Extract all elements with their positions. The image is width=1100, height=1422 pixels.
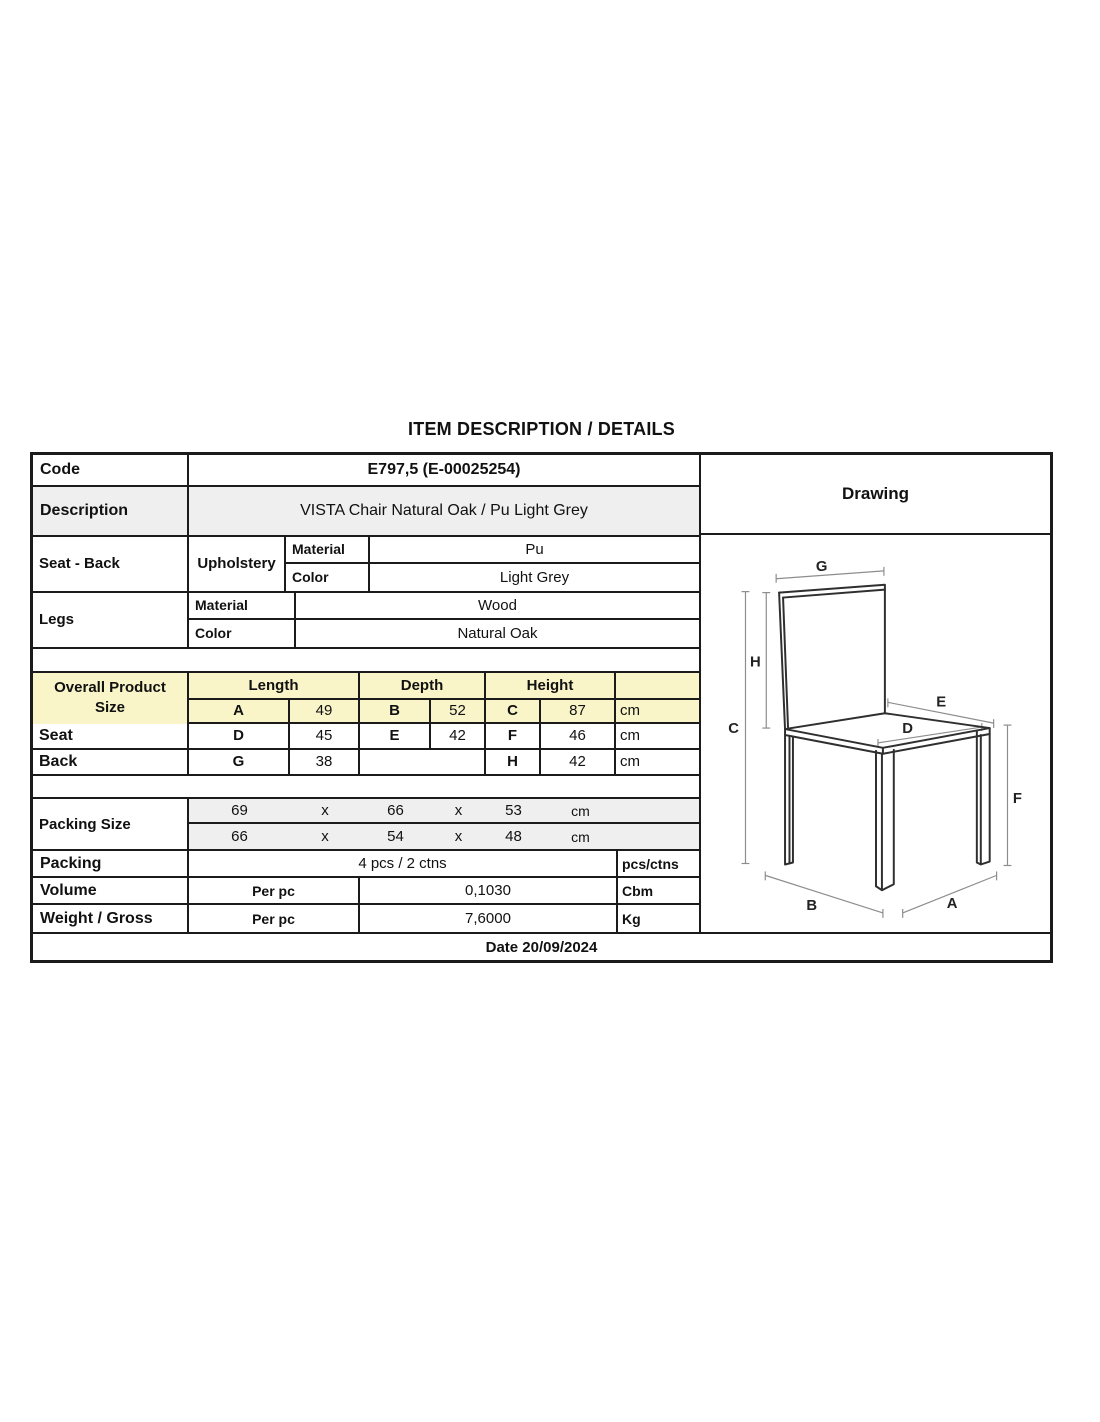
dim-value-E: 42 xyxy=(431,724,486,750)
packing-value: 4 pcs / 2 ctns xyxy=(189,851,618,876)
drawing-panel xyxy=(701,455,1050,932)
seat-back-material-value: Pu xyxy=(370,537,699,564)
pack1-v1: 69 xyxy=(231,802,248,820)
dim-letter-C: C xyxy=(486,700,541,724)
legs-section xyxy=(33,593,699,649)
overall-size-section xyxy=(33,673,699,777)
dim-letter-B: B xyxy=(360,700,431,724)
pack1-x2: x xyxy=(454,802,463,820)
length-header: Length xyxy=(189,673,360,700)
seat-back-color-label: Color xyxy=(286,564,370,591)
chair-outline xyxy=(779,585,990,890)
dim-label-G: G xyxy=(815,558,828,575)
back-row-empty-cell xyxy=(360,750,486,775)
overall-unit: cm xyxy=(616,700,699,724)
legs-material-value: Wood xyxy=(296,593,699,620)
pack2-v1: 66 xyxy=(231,828,248,846)
legs-color-label: Color xyxy=(189,620,296,647)
dim-letter-E: E xyxy=(360,724,431,750)
pack1-v3: 53 xyxy=(505,802,522,820)
chair-drawing-svg xyxy=(701,535,1050,932)
packing-size-row-1 xyxy=(189,799,699,824)
dim-label-F: F xyxy=(1012,791,1022,808)
volume-per-pc: Per pc xyxy=(189,878,360,903)
dim-value-F: 46 xyxy=(541,724,616,750)
packing-label: Packing xyxy=(33,851,189,876)
legs-material-label: Material xyxy=(189,593,296,620)
spacer xyxy=(33,776,699,799)
seat-unit: cm xyxy=(616,724,699,750)
legs-label: Legs xyxy=(33,593,189,647)
dim-value-D: 45 xyxy=(290,724,360,750)
legs-color-value: Natural Oak xyxy=(457,624,538,642)
packing-row xyxy=(33,851,699,878)
description-label: Description xyxy=(33,487,189,535)
dim-value-B: 52 xyxy=(431,700,486,724)
dim-value-C: 87 xyxy=(541,700,616,724)
seat-back-label: Seat - Back xyxy=(33,537,189,591)
description-row xyxy=(33,487,699,537)
dim-value-H: 42 xyxy=(541,750,616,775)
back-unit: cm xyxy=(620,753,640,771)
dim-label-E: E xyxy=(936,694,947,711)
dim-letter-H: H xyxy=(486,750,541,775)
pack2-x1: x xyxy=(321,828,329,846)
weight-row xyxy=(33,905,699,932)
depth-header: Depth xyxy=(360,673,486,700)
code-value: E797,5 (E-00025254) xyxy=(367,460,521,478)
pack2-x2: x xyxy=(454,828,463,846)
pack1-x1: x xyxy=(321,802,329,820)
dim-label-C: C xyxy=(728,721,739,738)
pack2-v3: 48 xyxy=(505,828,522,846)
dim-letter-D: D xyxy=(189,724,290,750)
table-content xyxy=(33,455,1050,932)
description-value: VISTA Chair Natural Oak / Pu Light Grey xyxy=(300,501,588,519)
overall-size-label: Overall Product Size xyxy=(33,673,189,724)
dim-label-A: A xyxy=(946,896,958,912)
weight-unit: Kg xyxy=(622,910,641,927)
date-row: Date 20/09/2024 xyxy=(33,932,1050,960)
volume-value: 0,1030 xyxy=(360,878,618,903)
dim-label-D: D xyxy=(902,721,913,738)
packing-size-label: Packing Size xyxy=(33,799,189,849)
chair-drawing xyxy=(701,535,1050,932)
weight-value: 7,6000 xyxy=(360,905,618,932)
packing-size-section xyxy=(33,799,699,851)
dim-label-B: B xyxy=(806,897,818,914)
pack1-unit: cm xyxy=(571,802,590,819)
details-panel xyxy=(33,455,701,932)
dim-label-H: H xyxy=(750,654,761,671)
pack2-v2: 54 xyxy=(387,828,404,846)
volume-row xyxy=(33,878,699,905)
dim-letter-F: F xyxy=(486,724,541,750)
size-header-empty-cell xyxy=(616,673,699,700)
weight-label: Weight / Gross xyxy=(33,905,189,932)
volume-unit: Cbm xyxy=(622,882,654,899)
dim-letter-A: A xyxy=(189,700,290,724)
packing-size-row-2 xyxy=(189,824,699,849)
dim-value-G: 38 xyxy=(290,750,360,775)
dim-value-A: 49 xyxy=(290,700,360,724)
height-header: Height xyxy=(486,673,616,700)
spacer xyxy=(33,649,699,673)
drawing-title: Drawing xyxy=(701,455,1050,535)
upholstery-label: Upholstery xyxy=(189,537,286,591)
seat-back-color-value: Light Grey xyxy=(499,568,570,586)
pack2-unit: cm xyxy=(571,828,590,845)
page-title: ITEM DESCRIPTION / DETAILS xyxy=(408,419,675,439)
weight-per-pc: Per pc xyxy=(189,905,360,932)
pack1-v2: 66 xyxy=(387,802,404,820)
volume-label: Volume xyxy=(33,878,189,903)
code-row xyxy=(33,455,699,487)
seat-back-material-label: Material xyxy=(286,537,370,564)
back-row-label: Back xyxy=(33,750,189,775)
item-spec-table xyxy=(30,452,1053,963)
seat-row-label: Seat xyxy=(33,724,189,750)
packing-unit: pcs/ctns xyxy=(622,855,679,872)
code-label: Code xyxy=(33,455,189,485)
dim-letter-G: G xyxy=(189,750,290,775)
seat-back-section xyxy=(33,537,699,593)
